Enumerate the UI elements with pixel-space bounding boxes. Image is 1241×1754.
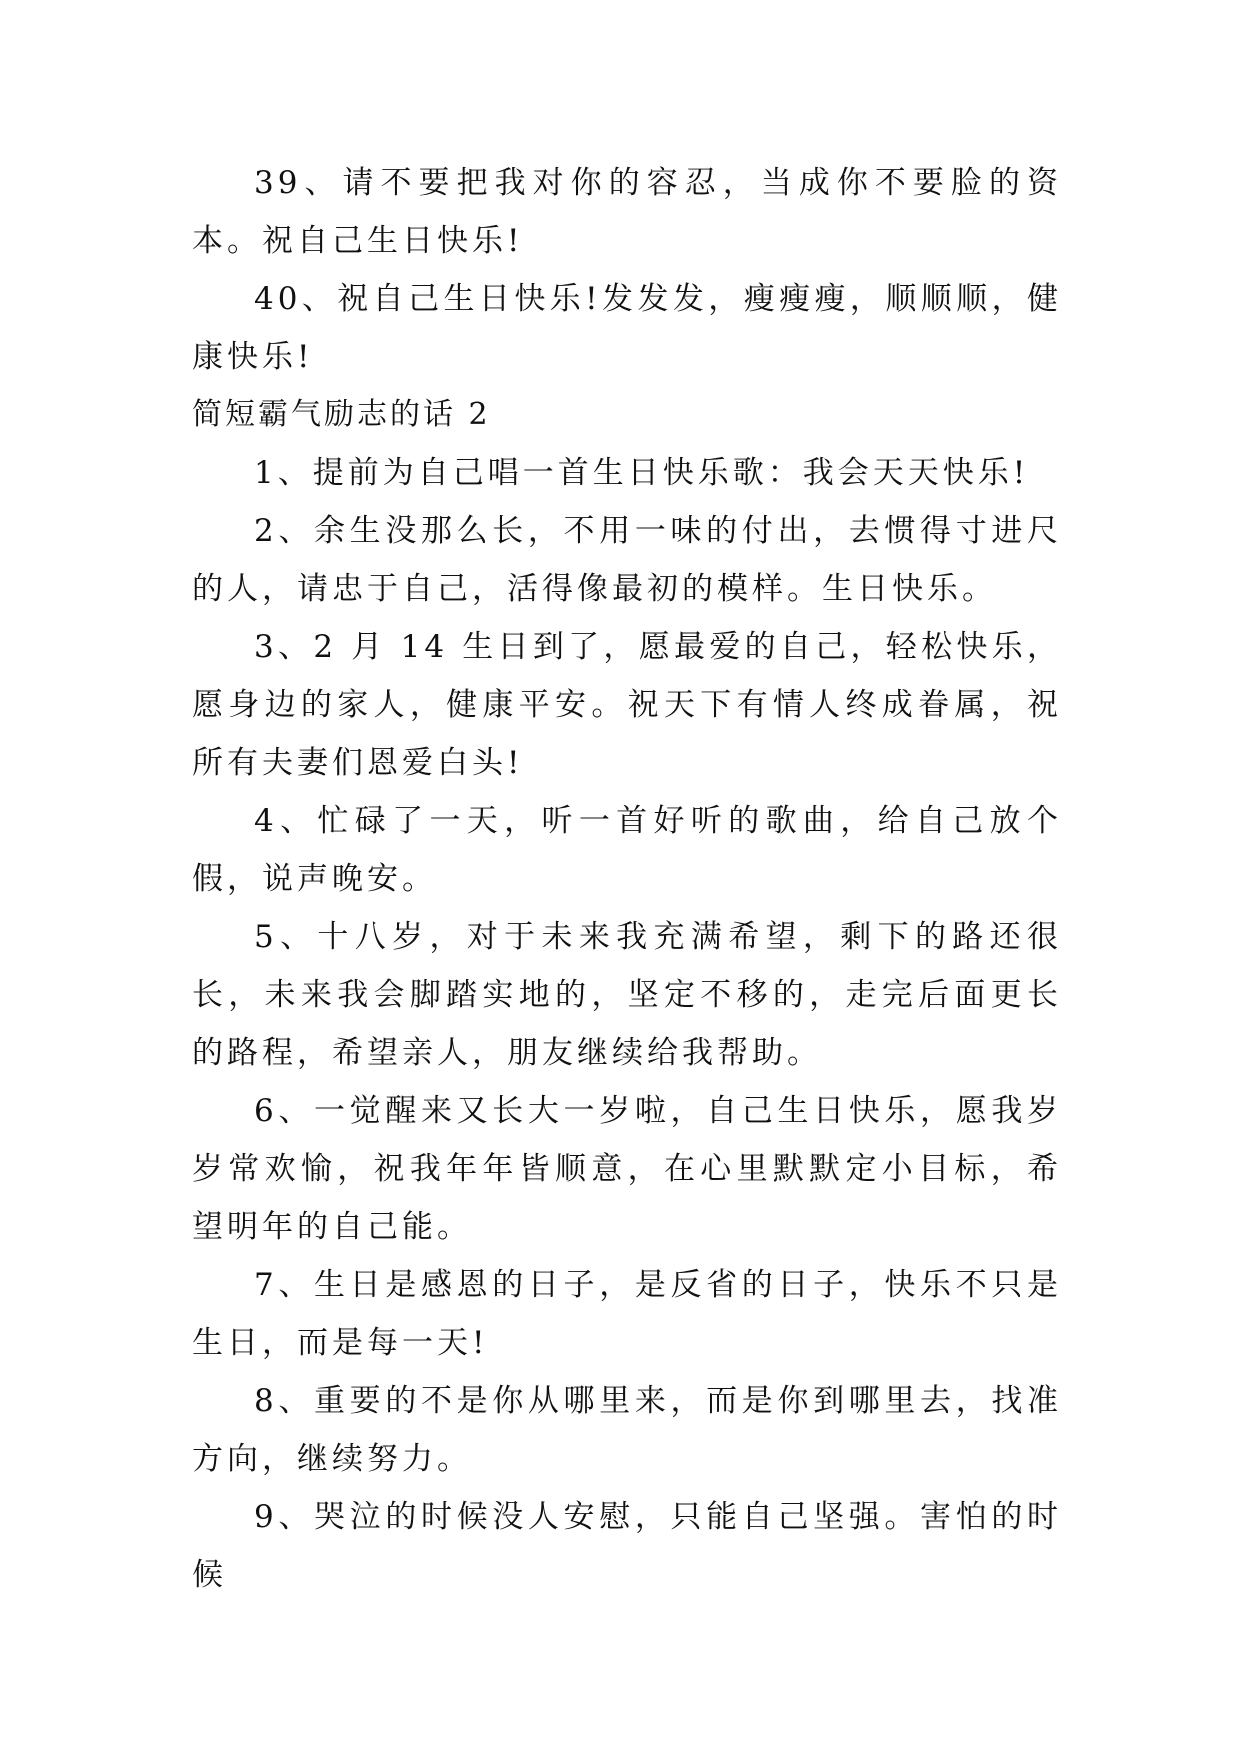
paragraph-40: 40、祝自己生日快乐!发发发，瘦瘦瘦，顺顺顺，健康快乐!	[192, 281, 1062, 375]
paragraph-6: 6、一觉醒来又长大一岁啦，自己生日快乐，愿我岁岁常欢愉，祝我年年皆顺意，在心里默默定小目标，希望明年的自己能。	[192, 1093, 1062, 1245]
section-heading: 简短霸气励志的话 2	[192, 397, 491, 432]
paragraph-7: 7、生日是感恩的日子，是反省的日子，快乐不只是生日，而是每一天!	[192, 1267, 1062, 1361]
paragraph-4: 4、忙碌了一天，听一首好听的歌曲，给自己放个假，说声晚安。	[192, 803, 1062, 897]
paragraph-5: 5、十八岁，对于未来我充满希望，剩下的路还很长，未来我会脚踏实地的，坚定不移的，走完后面更长的路程，希望亲人，朋友继续给我帮助。	[192, 919, 1062, 1071]
paragraph-3: 3、2 月 14 生日到了，愿最爱的自己，轻松快乐，愿身边的家人，健康平安。祝天下有情人终成眷属，祝所有夫妻们恩爱白头!	[192, 629, 1062, 781]
paragraph-9: 9、哭泣的时候没人安慰，只能自己坚强。害怕的时候	[192, 1499, 1062, 1593]
paragraph-2: 2、余生没那么长，不用一味的付出，去惯得寸进尺的人，请忠于自己，活得像最初的模样。生日快乐。	[192, 513, 1062, 607]
paragraph-8: 8、重要的不是你从哪里来，而是你到哪里去，找准方向，继续努力。	[192, 1383, 1062, 1477]
paragraph-1: 1、提前为自己唱一首生日快乐歌：我会天天快乐!	[254, 455, 1030, 491]
document-body	[192, 154, 1062, 1604]
paragraph-39: 39、请不要把我对你的容忍，当成你不要脸的资本。祝自己生日快乐!	[192, 165, 1062, 259]
